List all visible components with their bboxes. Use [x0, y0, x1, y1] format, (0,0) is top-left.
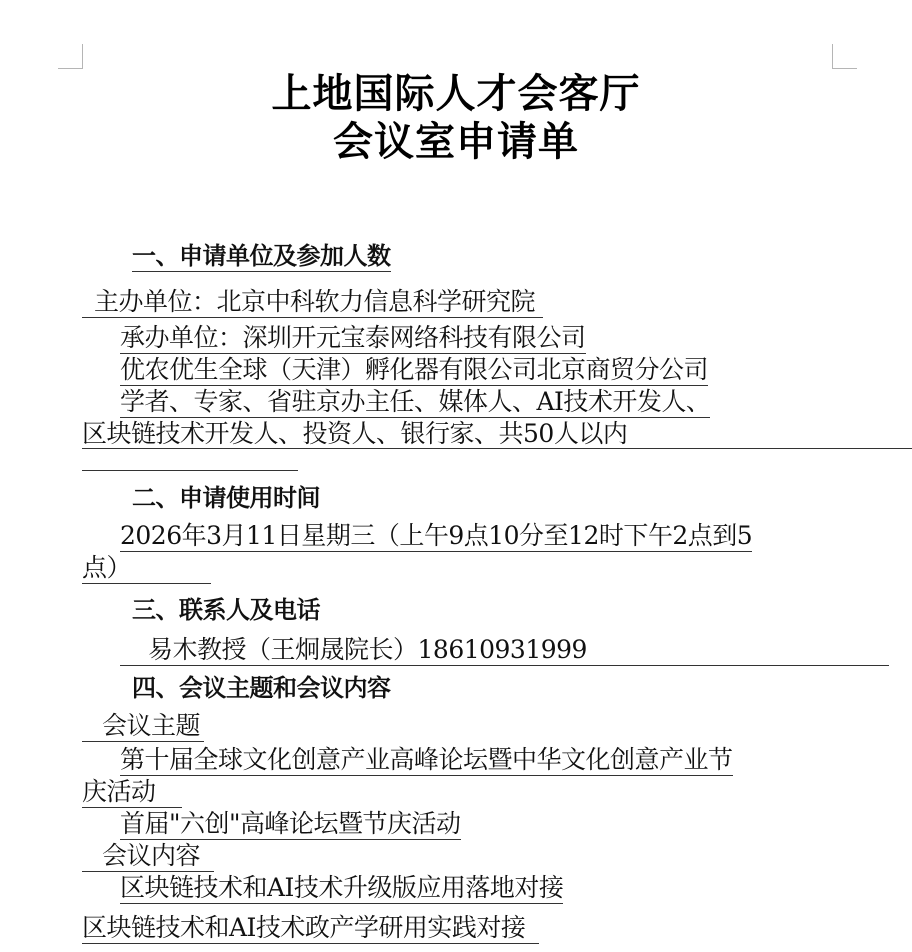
crop-mark-top-right — [832, 44, 857, 69]
section-heading-applicant: 一、申请单位及参加人数 — [132, 242, 391, 270]
underline-rule — [82, 448, 912, 449]
section-heading-contact: 三、联系人及电话 — [132, 596, 320, 624]
section-heading-time: 二、申请使用时间 — [132, 484, 320, 512]
document-subtitle: 会议室申请单 — [333, 119, 579, 165]
organizer-unit-line: 承办单位：深圳开元宝泰网络科技有限公司 — [120, 323, 586, 352]
co-organizer-line: 优农优生全球（天津）孵化器有限公司北京商贸分公司 — [120, 355, 709, 384]
participants-line-1: 学者、专家、省驻京办主任、媒体人、AI技术开发人、 — [120, 387, 711, 416]
content-label-line: 会议内容 — [82, 840, 214, 872]
underline-rule — [82, 470, 298, 471]
contact-line: 易木教授（王炯晟院长）18610931999 — [120, 634, 889, 666]
participants-line-2: 区块链技术开发人、投资人、银行家、共50人以内 — [82, 419, 628, 448]
theme-subtitle-line: 首届"六创"高峰论坛暨节庆活动 — [120, 809, 461, 838]
time-line-1: 2026年3月11日星期三（上午9点10分至12时下午2点到5 — [120, 521, 753, 550]
host-unit-line: 主办单位：北京中科软力信息科学研究院 — [82, 286, 543, 318]
section-heading-topic: 四、会议主题和会议内容 — [132, 674, 391, 702]
document-title: 上地国际人才会客厅 — [271, 71, 641, 117]
time-line-2: 点） — [82, 552, 211, 584]
crop-mark-top-left — [58, 44, 83, 69]
theme-line-1: 第十届全球文化创意产业高峰论坛暨中华文化创意产业节 — [120, 745, 733, 774]
theme-label-line: 会议主题 — [82, 710, 204, 742]
content-item-2: 区块链技术和AI技术政产学研用实践对接 — [82, 912, 539, 944]
content-item-1: 区块链技术和AI技术升级版应用落地对接 — [120, 873, 564, 902]
theme-line-2: 庆活动 — [82, 776, 182, 808]
